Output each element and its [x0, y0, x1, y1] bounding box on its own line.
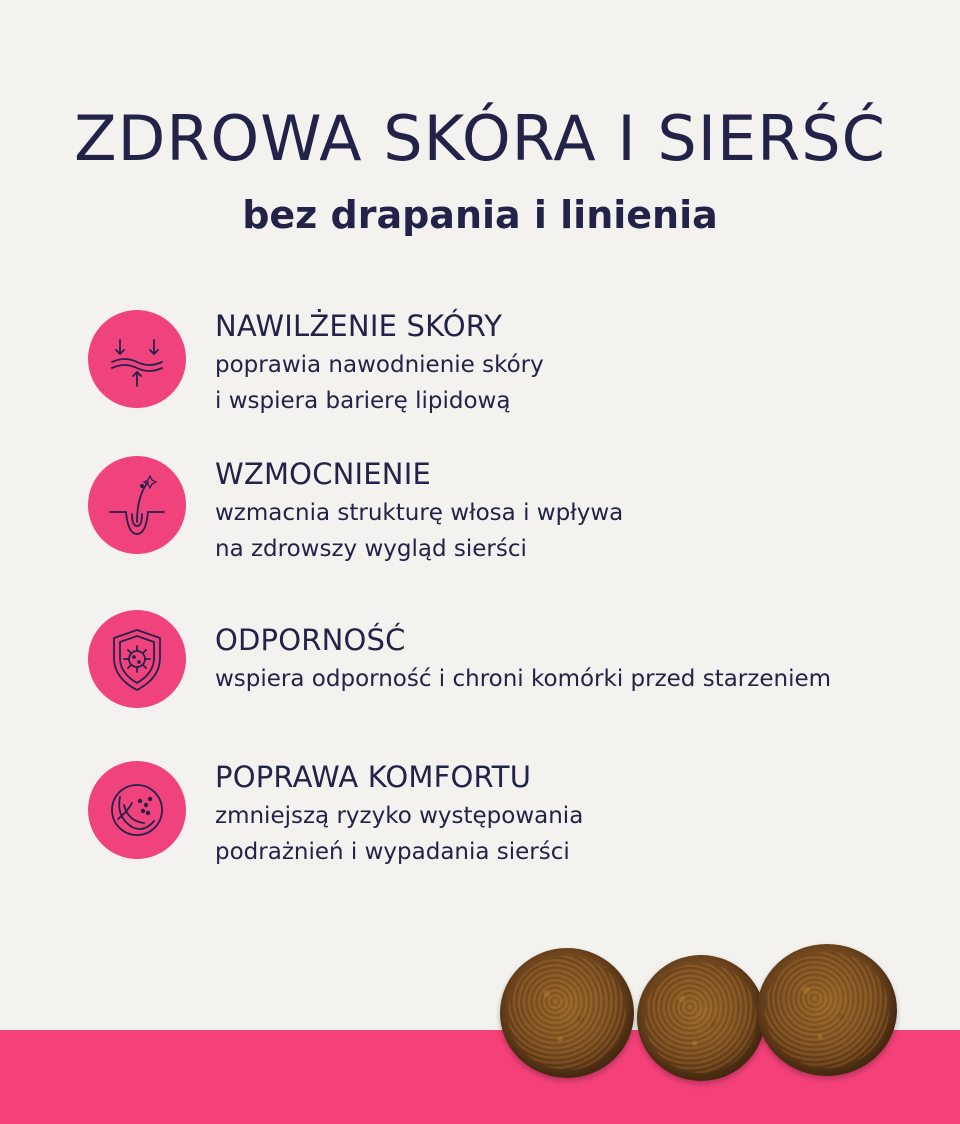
feature-heading: ODPORNOŚĆ	[215, 623, 406, 657]
skin-moisture-icon	[88, 310, 186, 408]
feature-heading: POPRAWA KOMFORTU	[215, 760, 532, 794]
feature-line: na zdrowszy wygląd sierści	[215, 536, 527, 562]
feature-description	[215, 495, 623, 567]
treat-image	[637, 955, 765, 1081]
page-title: ZDROWA SKÓRA I SIERŚĆ	[74, 102, 886, 175]
feature-description	[215, 347, 544, 419]
treat-image	[500, 948, 634, 1078]
hair-follicle-icon	[88, 456, 186, 554]
feature-line: wspiera odporność i chroni komórki przed starzeniem	[215, 666, 832, 692]
feature-description	[215, 661, 831, 697]
feature-description	[215, 798, 583, 870]
irritated-skin-icon	[88, 761, 186, 859]
feature-line: podrażnień i wypadania sierści	[215, 839, 570, 865]
feature-line: wzmacnia strukturę włosa i wpływa	[215, 500, 624, 526]
treat-image	[757, 944, 897, 1076]
feature-line: i wspiera barierę lipidową	[215, 388, 511, 414]
feature-heading: NAWILŻENIE SKÓRY	[215, 309, 503, 343]
feature-line: poprawia nawodnienie skóry	[215, 352, 544, 378]
page-subtitle: bez drapania i linienia	[242, 193, 718, 237]
feature-heading: WZMOCNIENIE	[215, 457, 431, 491]
shield-virus-icon	[88, 610, 186, 708]
feature-line: zmniejszą ryzyko występowania	[215, 803, 584, 829]
